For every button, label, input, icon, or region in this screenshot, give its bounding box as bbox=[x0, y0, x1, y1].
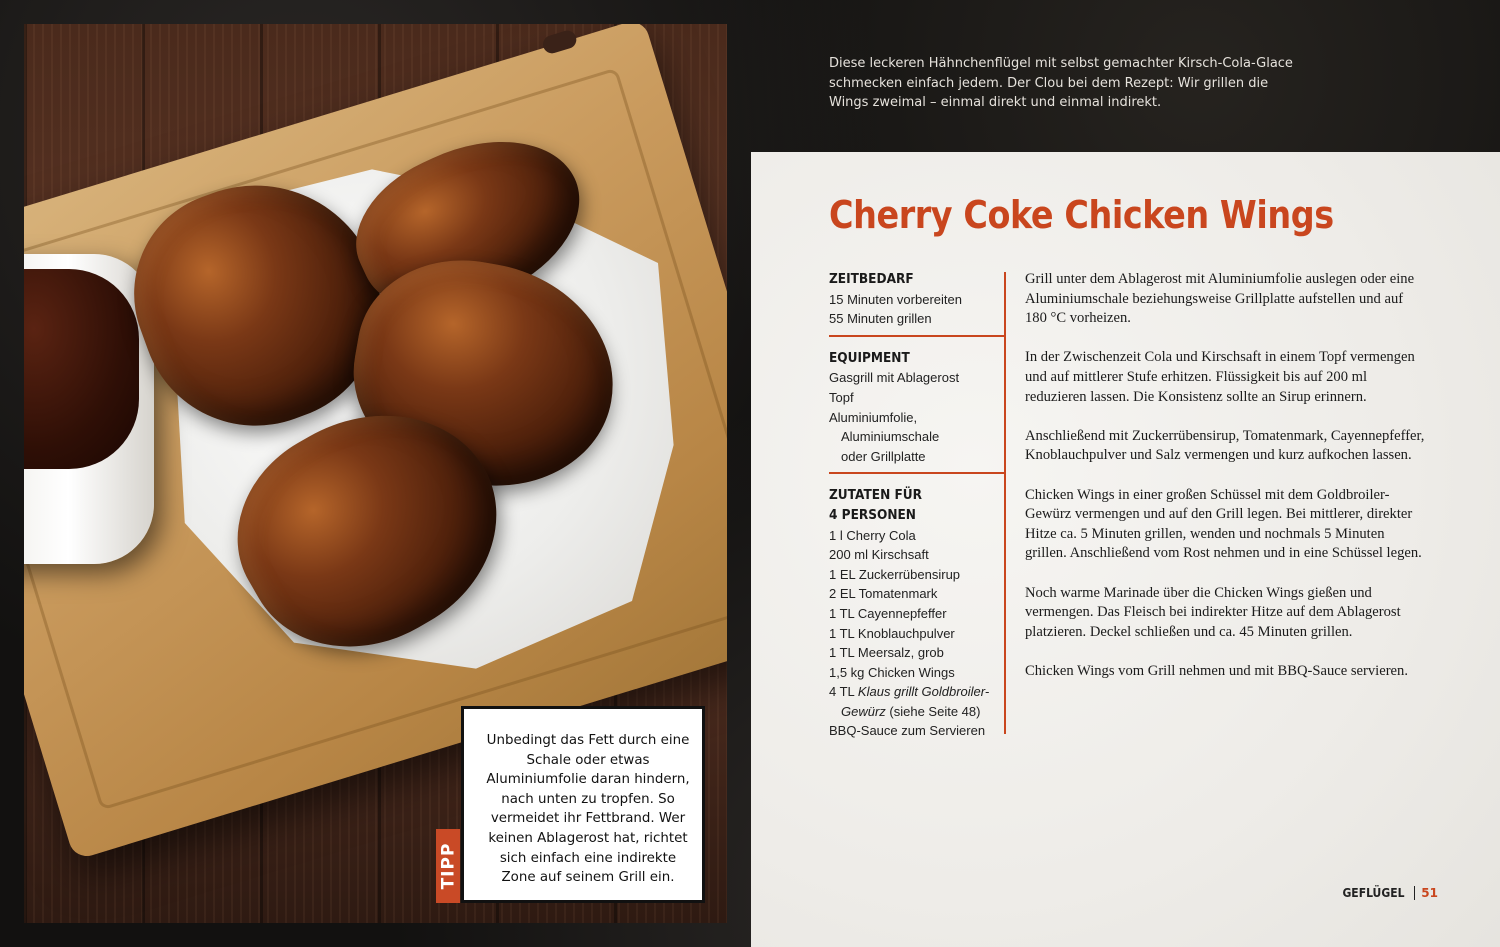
ingredient-amount: 4 TL bbox=[829, 684, 858, 700]
ingredients-heading: ZUTATEN FÜR bbox=[829, 487, 922, 504]
equipment-item: oder Grillplatte bbox=[841, 448, 926, 464]
ingredient-item: 1,5 kg Chicken Wings bbox=[829, 664, 955, 680]
equipment-item: Aluminiumschale bbox=[841, 429, 940, 445]
tip-box bbox=[461, 706, 705, 903]
ingredient-item: BBQ-Sauce zum Servieren bbox=[829, 723, 986, 739]
ingredients-section bbox=[829, 486, 1009, 741]
ingredient-name: Klaus grillt Goldbroiler- bbox=[857, 684, 990, 700]
vertical-rule bbox=[1004, 272, 1006, 734]
equipment-item: Topf bbox=[829, 389, 854, 405]
time-item: 55 Minuten grillen bbox=[829, 311, 932, 327]
ingredient-item: 1 EL Zuckerrübensirup bbox=[829, 566, 961, 582]
ingredients-heading: 4 PERSONEN bbox=[829, 506, 916, 523]
time-section bbox=[829, 270, 1009, 329]
equipment-item: Aluminiumfolie, bbox=[829, 409, 918, 425]
ingredient-item: 1 l Cherry Cola bbox=[829, 527, 916, 543]
page-footer bbox=[1339, 886, 1438, 900]
page-number: 51 bbox=[1421, 886, 1438, 900]
recipe-page bbox=[751, 152, 1500, 947]
food-photo bbox=[24, 24, 727, 923]
bbq-sauce bbox=[24, 269, 139, 469]
board-handle-hole bbox=[541, 28, 579, 55]
equipment-section bbox=[829, 349, 1009, 467]
tip-label bbox=[436, 829, 460, 903]
ingredient-item: 1 TL Cayennepfeffer bbox=[829, 605, 947, 621]
ingredient-item: 1 TL Meersalz, grob bbox=[829, 645, 944, 661]
tip-label-text: TIPP bbox=[438, 842, 458, 890]
step-paragraph: In der Zwischenzeit Cola und Kirschsaft in einem Topf vermengen und auf mittlerer Stufe erhitzen. Flüssigkeit bis auf 200 ml reduzieren lassen. Die Konsistenz sollte an Sirup erinnern. bbox=[1025, 349, 1415, 405]
equipment-heading: EQUIPMENT bbox=[829, 349, 910, 366]
footer-separator bbox=[1414, 886, 1415, 900]
step-paragraph: Chicken Wings vom Grill nehmen und mit BBQ-Sauce servieren. bbox=[1025, 662, 1408, 679]
recipe-steps bbox=[1025, 270, 1425, 701]
step-paragraph: Chicken Wings in einer großen Schüssel mit dem Goldbroiler-Gewürz vermengen und auf den Grill legen. Bei mittlerer, direkter Hitze ca. 5 Minuten grillen, wenden und nochmals 5 Minuten grillen. Anschließend vom Rost nehmen und in eine Schüssel legen. bbox=[1025, 486, 1422, 562]
ingredient-reference: (siehe Seite 48) bbox=[885, 703, 981, 719]
ingredient-item bbox=[829, 702, 1009, 722]
ingredient-name: Gewürz bbox=[841, 703, 886, 719]
divider-line bbox=[829, 335, 1005, 337]
step-paragraph: Anschließend mit Zuckerrübensirup, Tomatenmark, Cayennepfeffer, Knoblauchpulver und Salz vermengen und kurz aufkochen lassen. bbox=[1025, 427, 1425, 464]
intro-text: Diese leckeren Hähnchenflügel mit selbst gemachter Kirsch-Cola-Glace schmecken einfach jedem. Der Clou bei dem Rezept: Wir grillen die Wings zweimal – einmal direkt und einmal indirekt. bbox=[829, 56, 1293, 111]
ingredient-item: 200 ml Kirschsaft bbox=[829, 547, 929, 563]
divider-line bbox=[829, 472, 1005, 474]
section-name: GEFLÜGEL bbox=[1342, 886, 1405, 900]
step-paragraph: Grill unter dem Ablagerost mit Aluminiumfolie auslegen oder eine Aluminiumschale beziehungsweise Grillplatte aufstellen und auf 180 °C vorheizen. bbox=[1025, 271, 1415, 327]
tip-text: Unbedingt das Fett durch eine Schale oder etwas Aluminiumfolie daran hindern, nach unten zu tropfen. So vermeidet ihr Fettbrand. Wer keinen Ablagerost hat, richtet sich einfach eine indirekte Zone auf seinem Grill ein. bbox=[486, 733, 690, 886]
time-heading: ZEITBEDARF bbox=[829, 271, 914, 287]
recipe-sidebar bbox=[829, 270, 1009, 761]
recipe-title: Cherry Coke Chicken Wings bbox=[829, 193, 1334, 237]
ingredient-item bbox=[829, 682, 1009, 702]
time-item: 15 Minuten vorbereiten bbox=[829, 291, 962, 307]
ingredient-item: 1 TL Knoblauchpulver bbox=[829, 625, 955, 641]
ingredient-item: 2 EL Tomatenmark bbox=[829, 586, 938, 602]
step-paragraph: Noch warme Marinade über die Chicken Wings gießen und vermengen. Das Fleisch bei indirekter Hitze auf dem Ablagerost platzieren. Deckel schließen und ca. 45 Minuten grillen. bbox=[1025, 584, 1401, 640]
equipment-item: Gasgrill mit Ablagerost bbox=[829, 370, 960, 386]
